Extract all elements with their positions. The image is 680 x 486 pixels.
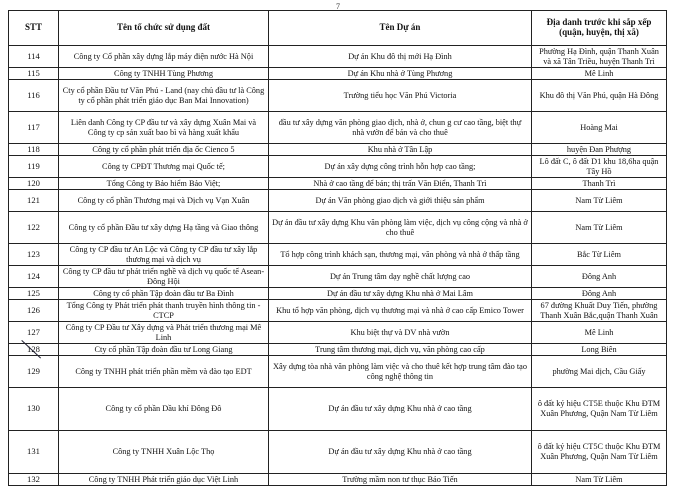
row-location: Hoàng Mai xyxy=(532,112,667,144)
row-location: Mê Linh xyxy=(532,68,667,80)
table-row xyxy=(9,190,667,212)
row-stt: 125 xyxy=(9,288,59,300)
table-row xyxy=(9,322,667,344)
row-organization: Công ty CPĐT Thương mại Quốc tế; xyxy=(59,156,269,178)
header-location: Địa danh trước khi sắp xếp (quận, huyện, thị xã) xyxy=(532,11,667,46)
row-location: huyện Đan Phượng xyxy=(532,144,667,156)
row-organization: Cty cổ phần Đầu tư Văn Phú - Land (nay chủ đầu tư là Công ty cổ phần phát triển giáo dục Ban Mai Innovation) xyxy=(59,80,269,112)
header-project: Tên Dự án xyxy=(269,11,532,46)
row-location: Phường Hạ Đình, quận Thanh Xuân và xã Tân Triều, huyện Thanh Trì xyxy=(532,46,667,68)
row-organization: Công ty TNHH Xuân Lộc Thọ xyxy=(59,431,269,474)
row-location: ô đất ký hiệu CT5C thuộc Khu ĐTM Xuân Phương, Quận Nam Từ Liêm xyxy=(532,431,667,474)
row-organization: Công ty Cổ phần xây dựng lắp máy điện nước Hà Nội xyxy=(59,46,269,68)
row-project: Dự án Khu nhà ở Tùng Phương xyxy=(269,68,532,80)
row-location: 67 đường Khuất Duy Tiến, phường Thanh Xuân Bắc,quận Thanh Xuân xyxy=(532,300,667,322)
table-row xyxy=(9,474,667,486)
row-organization: Liên danh Công ty CP đầu tư và xây dựng Xuân Mai và Công ty cp sản xuất bao bì và hàng xuất khẩu xyxy=(59,112,269,144)
row-location: Khu đô thị Văn Phú, quận Hà Đông xyxy=(532,80,667,112)
row-stt: 128 xyxy=(9,344,59,356)
row-organization: Công ty TNHH phát triển phần mềm và đào tạo EDT xyxy=(59,356,269,388)
row-organization: Công ty CP đầu tư phát triển nghề và dịch vụ quốc tế Asean-Đông Hội xyxy=(59,266,269,288)
row-project: Tổ hợp công trình khách sạn, thương mại, văn phòng và nhà ở thấp tầng xyxy=(269,244,532,266)
table-row xyxy=(9,288,667,300)
row-organization: Công ty CP đầu tư An Lộc và Công ty CP đầu tư xây lắp thương mại và dịch vụ xyxy=(59,244,269,266)
row-location: Nam Từ Liêm xyxy=(532,190,667,212)
row-organization: Công ty TNHH Phát triển giáo dục Việt Linh xyxy=(59,474,269,486)
row-location: Đông Anh xyxy=(532,288,667,300)
row-organization: Công ty cổ phần Đầu tư xây dựng Hạ tầng và Giao thông xyxy=(59,212,269,244)
row-stt: 116 xyxy=(9,80,59,112)
table-row xyxy=(9,212,667,244)
row-stt: 118 xyxy=(9,144,59,156)
row-location: ô đất ký hiệu CT5E thuộc Khu ĐTM Xuân Phương, Quận Nam Từ Liêm xyxy=(532,388,667,431)
table-row xyxy=(9,68,667,80)
row-stt: 123 xyxy=(9,244,59,266)
row-organization: Công ty cổ phần Thương mại và Dịch vụ Vạn Xuân xyxy=(59,190,269,212)
row-location: phường Mai dịch, Cầu Giấy xyxy=(532,356,667,388)
row-stt: 131 xyxy=(9,431,59,474)
row-project: Dự án Văn phòng giao dịch và giới thiệu sản phẩm xyxy=(269,190,532,212)
row-location: Long Biên xyxy=(532,344,667,356)
row-project: Trường tiểu học Văn Phú Victoria xyxy=(269,80,532,112)
row-project: Dự án xây dựng công trình hỗn hợp cao tầng; xyxy=(269,156,532,178)
table-row xyxy=(9,356,667,388)
table-row xyxy=(9,156,667,178)
row-project: Dự án đầu tư xây dựng Khu văn phòng làm việc, dịch vụ công cộng và nhà ở cho thuê xyxy=(269,212,532,244)
row-stt: 114 xyxy=(9,46,59,68)
row-stt: 129 xyxy=(9,356,59,388)
row-project: Dự án đầu tư xây dựng Khu nhà ở Mai Lâm xyxy=(269,288,532,300)
row-stt: 119 xyxy=(9,156,59,178)
table-row xyxy=(9,80,667,112)
row-organization: Công ty cổ phần Tập đoàn đầu tư Ba Đình xyxy=(59,288,269,300)
row-project: Khu nhà ở Tân Lập xyxy=(269,144,532,156)
row-project: Xây dựng tòa nhà văn phòng làm việc và cho thuê kết hợp trung tâm đào tạo công nghệ thông tin xyxy=(269,356,532,388)
row-location: Nam Từ Liêm xyxy=(532,212,667,244)
row-stt: 120 xyxy=(9,178,59,190)
row-project: Dự án đầu tư xây dựng Khu nhà ở cao tầng xyxy=(269,431,532,474)
row-stt: 127 xyxy=(9,322,59,344)
row-location: Nam Từ Liêm xyxy=(532,474,667,486)
row-location: Bắc Từ Liêm xyxy=(532,244,667,266)
table-header-row xyxy=(9,11,667,46)
row-stt: 124 xyxy=(9,266,59,288)
row-project: Trung tâm thương mại, dịch vụ, văn phòng cao cấp xyxy=(269,344,532,356)
table-row xyxy=(9,266,667,288)
row-organization: Công ty cổ phần Dầu khí Đông Đô xyxy=(59,388,269,431)
row-location: Mê Linh xyxy=(532,322,667,344)
row-organization: Công ty TNHH Tùng Phương xyxy=(59,68,269,80)
table-row xyxy=(9,300,667,322)
page-number-mark: 7 xyxy=(336,2,340,11)
row-project: đầu tư xây dựng văn phòng giao dịch, nhà ở, chun g cư cao tầng, biệt thự nhà vườn để bán và cho thuê xyxy=(269,112,532,144)
row-project: Dự án Trung tâm dạy nghề chất lượng cao xyxy=(269,266,532,288)
row-stt: 122 xyxy=(9,212,59,244)
row-organization: Công ty CP Đầu tư Xây dựng và Phát triển thương mại Mê Linh xyxy=(59,322,269,344)
row-organization: Tổng Công ty Phát triển phát thanh truyền hình thông tin - CTCP xyxy=(59,300,269,322)
row-project: Dự án Khu đô thị mới Hạ Đình xyxy=(269,46,532,68)
row-stt: 126 xyxy=(9,300,59,322)
table-row xyxy=(9,178,667,190)
row-project: Khu biệt thự và DV nhà vườn xyxy=(269,322,532,344)
table-row xyxy=(9,244,667,266)
row-location: Thanh Trì xyxy=(532,178,667,190)
table-row xyxy=(9,431,667,474)
header-organization: Tên tổ chức sử dụng đất xyxy=(59,11,269,46)
row-location: Lô đất C, ô đất D1 khu 18,6ha quận Tây Hồ xyxy=(532,156,667,178)
row-organization: Công ty cổ phần phát triển địa ốc Cienco 5 xyxy=(59,144,269,156)
table-row xyxy=(9,112,667,144)
row-project: Dự án đầu tư xây dựng Khu nhà ở cao tầng xyxy=(269,388,532,431)
table-row xyxy=(9,144,667,156)
row-stt: 132 xyxy=(9,474,59,486)
row-stt: 121 xyxy=(9,190,59,212)
row-stt: 115 xyxy=(9,68,59,80)
row-project: Nhà ở cao tầng để bán; thị trấn Văn Điển, Thanh Trì xyxy=(269,178,532,190)
row-organization: Cty cổ phần Tập đoàn đầu tư Long Giang xyxy=(59,344,269,356)
row-location: Đông Anh xyxy=(532,266,667,288)
row-project: Trường mầm non tư thục Bảo Tiến xyxy=(269,474,532,486)
land-use-project-table xyxy=(8,10,667,486)
table-row xyxy=(9,46,667,68)
table-row xyxy=(9,344,667,356)
header-stt: STT xyxy=(9,11,59,46)
table-row xyxy=(9,388,667,431)
row-stt: 117 xyxy=(9,112,59,144)
row-project: Khu tổ hợp văn phòng, dịch vụ thương mại và nhà ở cao cấp Emico Tower xyxy=(269,300,532,322)
row-organization: Tổng Công ty Bảo hiểm Bảo Việt; xyxy=(59,178,269,190)
row-stt: 130 xyxy=(9,388,59,431)
